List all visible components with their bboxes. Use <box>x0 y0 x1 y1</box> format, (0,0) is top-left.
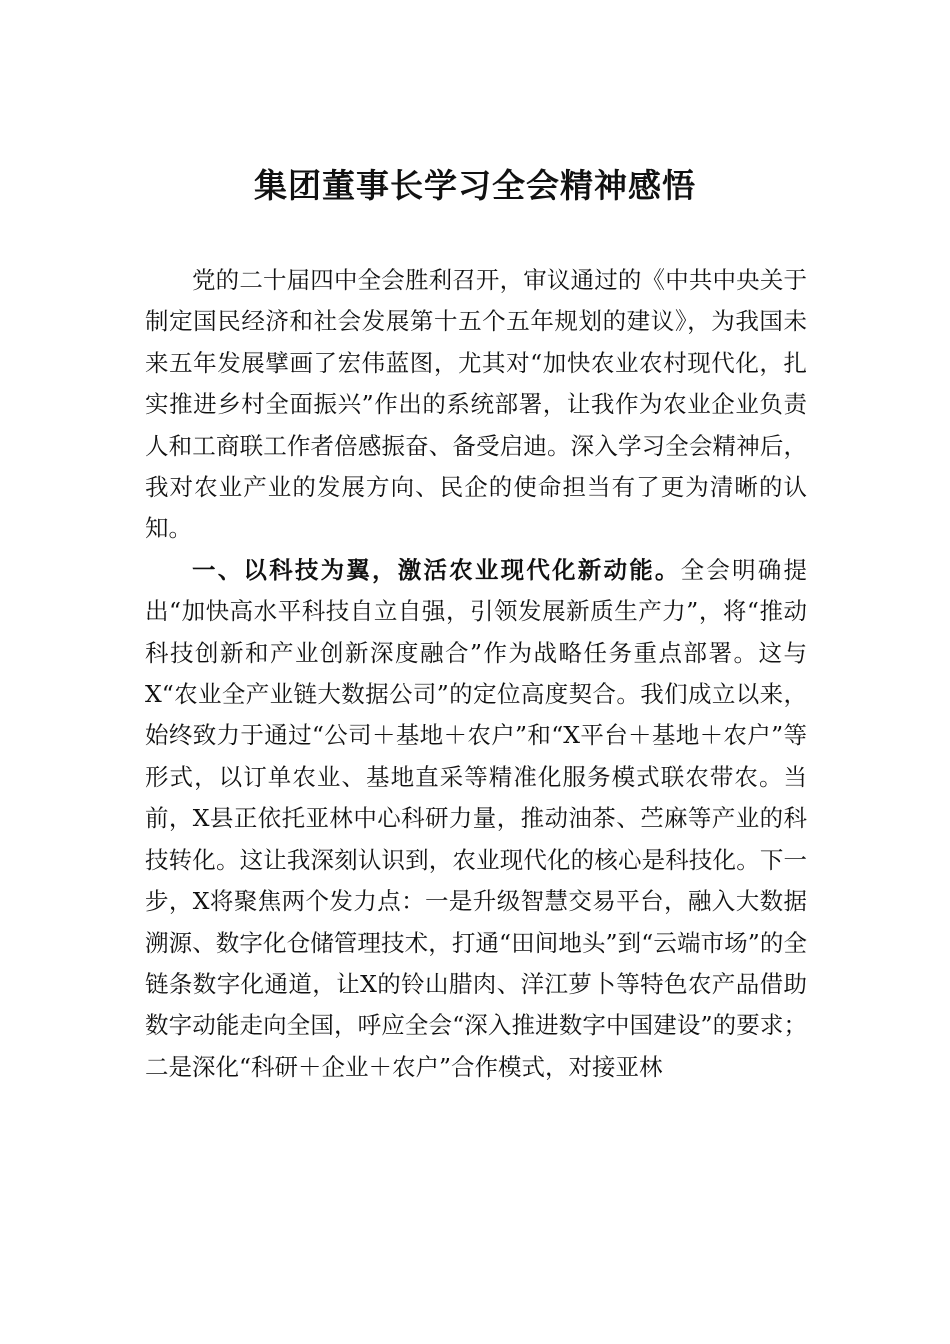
intro-paragraph-text: 党的二十届四中全会胜利召开，审议通过的《中共中央关于制定国民经济和社会发展第十五个五年规划的建议》，为我国未来五年发展擘画了宏伟蓝图，尤其对“加快农业农村现代化，扎实推进乡村全面振兴”作出的系统部署，让我作为农业企业负责人和工商联工作者倍感振奋、备受启迪。深入学习全会精神后，我对农业产业的发展方向、民企的使命担当有了更为清晰的认知。 <box>145 266 807 543</box>
section-one-text: 全会明确提出“加快高水平科技自立自强，引领发展新质生产力”，将“推动科技创新和产业创新深度融合”作为战略任务重点部署。这与X“农业全产业链大数据公司”的定位高度契合。我们成立以来，始终致力于通过“公司＋基地＋农户”和“X平台＋基地＋农户”等形式，以订单农业、基地直采等精准化服务模式联农带农。当前，X县正依托亚林中心科研力量，推动油茶、苎麻等产业的科技转化。这让我深刻认识到，农业现代化的核心是科技化。下一步，X将聚焦两个发力点：一是升级智慧交易平台，融入大数据溯源、数字化仓储管理技术，打通“田间地头”到“云端市场”的全链条数字化通道，让X的铃山腊肉、洋江萝卜等特色农产品借助数字动能走向全国，呼应全会“深入推进数字中国建设”的要求；二是深化“科研＋企业＋农户”合作模式，对接亚林 <box>145 555 808 1081</box>
section-one-paragraph <box>145 550 807 1088</box>
document-body <box>145 260 807 1088</box>
intro-paragraph <box>145 260 807 550</box>
section-one-heading: 一、以科技为翼，激活农业现代化新动能。 <box>192 555 681 584</box>
document-title: 集团董事长学习全会精神感悟 <box>254 166 696 205</box>
